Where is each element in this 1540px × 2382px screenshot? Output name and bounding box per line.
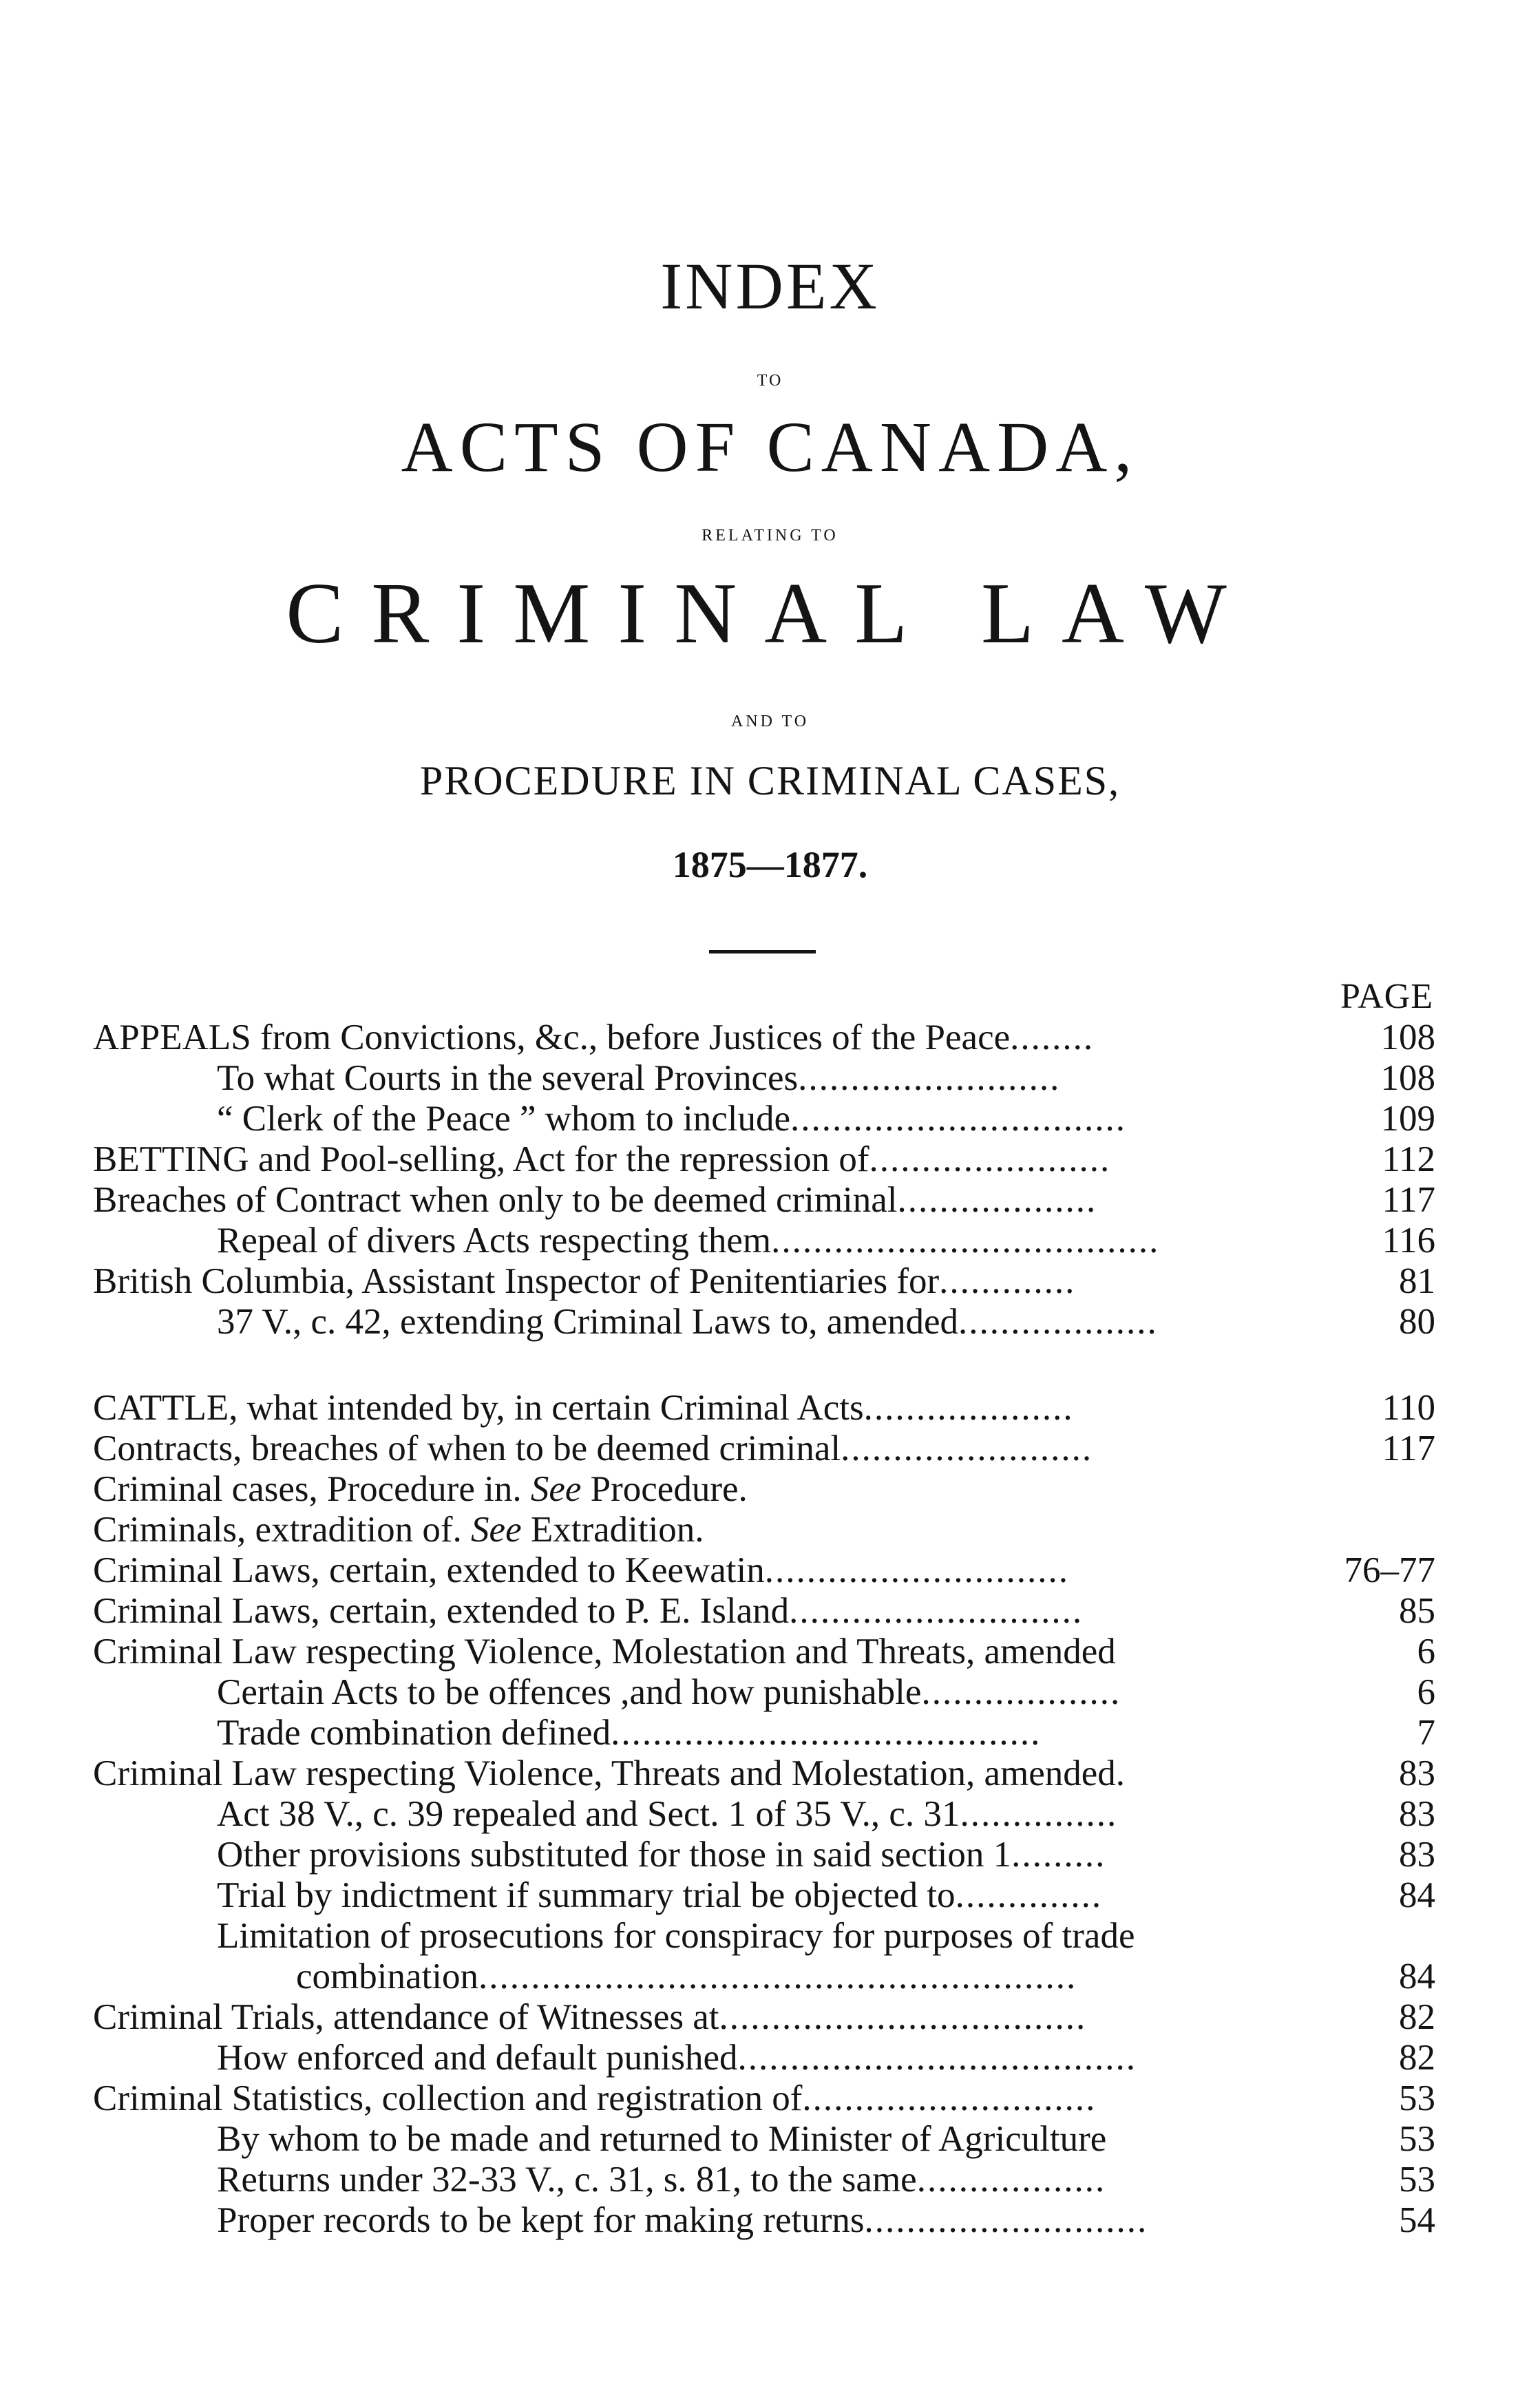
entry-text [93,1139,1110,1180]
index-entry [93,1957,1435,1997]
to-label: TO [757,372,783,390]
leader-dots: .................... [863,1388,1074,1428]
leader-dots: ................................... [719,1997,1087,2037]
entry-text [217,1713,1041,1753]
page-column-header: PAGE [1340,977,1433,1016]
entry-text [93,1591,1083,1632]
leader-dots: .................. [916,2160,1106,2200]
index-title: INDEX [660,249,880,323]
index-entry [93,1591,1435,1632]
entry-text [296,1957,1077,1997]
entry-label: “ Clerk of the Peace ” whom to include [217,1099,790,1139]
leader-dots: ......................................... [611,1713,1042,1753]
entry-text [217,2160,1106,2200]
page-number: 76–77 [1344,1550,1435,1590]
entry-text [217,1221,1159,1261]
entry-text [93,1261,1075,1302]
entry-label: Proper records to be kept for making returns [217,2200,865,2240]
entry-label: CATTLE, what intended by, in certain Criminal Acts [93,1388,864,1428]
index-entry [93,1753,1435,1794]
leader-dots: ............................ [789,1591,1084,1631]
page-number: 53 [1399,2078,1435,2118]
entry-label: combination [296,1957,478,1996]
index-entry [93,1139,1435,1180]
page-number: 53 [1399,2160,1435,2200]
page-number: 82 [1399,1997,1435,2037]
index-entry [93,1672,1435,1713]
leader-dots: ......................... [798,1058,1061,1098]
leader-dots: .............. [955,1875,1103,1915]
entry-label: 37 V., c. 42, extending Criminal Laws to, amended [217,1302,959,1342]
entry-text [217,1794,1117,1835]
entry-label: Repeal of divers Acts respecting them [217,1221,772,1261]
entry-text [217,1058,1060,1099]
index-entry [93,1058,1435,1099]
entry-text [217,1835,1106,1875]
index-entry [93,1835,1435,1875]
leader-dots: ................................ [790,1099,1126,1139]
page-number: 7 [1417,1713,1435,1753]
page-number: 117 [1382,1429,1435,1468]
index-entry [93,2160,1435,2200]
page-number: 108 [1380,1018,1435,1057]
criminal-law-heading: CRIMINAL LAW [286,566,1254,662]
entry-text [217,1672,1121,1713]
entry-label: Trade combination defined [217,1713,611,1753]
entry-text [93,1469,748,1510]
entry-text [93,1510,704,1550]
entry-label: Limitation of prosecutions for conspiracy for purposes of trade [217,1916,1135,1956]
index-entry [93,1429,1435,1469]
entry-label: BETTING and Pool-selling, Act for the repression of [93,1139,869,1179]
entry-label: Criminal Laws, certain, extended to P. E. Island [93,1591,790,1631]
entry-text [93,1429,1093,1469]
entry-label: Criminal Laws, certain, extended to Keewatin [93,1550,765,1590]
index-entry [93,1221,1435,1261]
entry-label: Criminal Trials, attendance of Witnesses at [93,1997,719,2037]
leader-dots: ........................ [841,1429,1093,1468]
leader-dots: ......................................................... [478,1957,1077,1996]
entry-label: Returns under 32-33 V., c. 31, s. 81, to the same [217,2160,917,2200]
index-entry [93,1388,1435,1429]
leader-dots: ......... [1011,1835,1106,1875]
entry-label: Criminal Law respecting Violence, Threats and Molestation, amended. [93,1753,1126,1793]
leader-dots: ....................... [869,1139,1111,1179]
index-entry [93,1018,1435,1058]
leader-dots: ............................. [764,1550,1069,1590]
index-entry [93,2038,1435,2078]
entry-text [93,2078,1096,2119]
page-number: 116 [1382,1221,1435,1261]
and-to-label: AND TO [730,713,810,730]
page-number: 110 [1382,1388,1435,1428]
index-entry [93,1180,1435,1221]
entry-label: Criminal Statistics, collection and registration of [93,2078,803,2118]
entry-text [93,1388,1074,1429]
leader-dots: ........................... [864,2200,1148,2240]
index-entry [93,1713,1435,1753]
index-entries [93,1018,1435,2241]
leader-dots: ............... [960,1794,1118,1834]
page-number: 81 [1399,1261,1435,1301]
index-entry [93,1875,1435,1916]
index-entry [93,2200,1435,2241]
see-target: Procedure. [590,1469,748,1509]
leader-dots: ............. [939,1261,1076,1301]
entry-label: Breaches of Contract when only to be deemed criminal [93,1180,898,1220]
page-number: 80 [1399,1302,1435,1342]
years-label: 1875—1877. [672,844,868,885]
index-entry [93,1997,1435,2038]
index-entry [93,1510,1435,1550]
index-entry [93,2078,1435,2119]
page-number: 83 [1399,1835,1435,1875]
see-reference: See [471,1510,522,1550]
page-number: 84 [1399,1957,1435,1996]
entry-text [217,1916,1135,1957]
entry-label: Other provisions substituted for those in said section 1 [217,1835,1012,1875]
leader-dots: ..................................... [771,1221,1160,1261]
entry-label: Certain Acts to be offences ,and how punishable [217,1672,922,1712]
index-entry [93,1550,1435,1591]
entry-text [93,1997,1086,2038]
leader-dots: ................... [958,1302,1158,1342]
index-entry [93,1469,1435,1510]
entry-label: Act 38 V., c. 39 repealed and Sect. 1 of 35 V., c. 31 [217,1794,960,1834]
index-entry [93,1302,1435,1342]
entry-label: Criminal cases, Procedure in. [93,1469,522,1509]
page-number: 54 [1399,2200,1435,2240]
see-reference: See [530,1469,582,1509]
page-number: 6 [1417,1632,1435,1672]
entry-text [217,1875,1102,1916]
index-entry [93,1261,1435,1302]
procedure-heading: PROCEDURE IN CRIMINAL CASES, [419,758,1121,803]
entry-label: Criminals, extradition of. [93,1510,462,1550]
leader-dots: ........ [1010,1018,1095,1057]
page-number: 83 [1399,1753,1435,1793]
leader-dots: ................... [921,1672,1121,1712]
divider-rule [709,950,816,953]
entry-label: APPEALS from Convictions, &c., before Justices of the Peace [93,1018,1011,1057]
page-number: 112 [1382,1139,1435,1179]
entry-text [217,1302,1158,1342]
leader-dots: ...................................... [737,2038,1137,2078]
see-target: Extradition. [530,1510,704,1550]
entry-label: Trial by indictment if summary trial be objected to [217,1875,956,1915]
index-entry [93,2119,1435,2160]
page-number: 84 [1399,1875,1435,1915]
index-entry [93,1916,1435,1957]
entry-label: To what Courts in the several Provinces [217,1058,799,1098]
index-entry [93,1632,1435,1672]
entry-label: Criminal Law respecting Violence, Molestation and Threats, amended [93,1632,1116,1672]
page-number: 85 [1399,1591,1435,1631]
index-entry [93,1099,1435,1139]
entry-label: How enforced and default punished [217,2038,738,2078]
page-number: 109 [1380,1099,1435,1139]
entry-label: By whom to be made and returned to Minister of Agriculture [217,2119,1107,2159]
entry-text [217,2119,1106,2160]
page-number: 117 [1382,1180,1435,1220]
entry-text [93,1753,1125,1794]
page-number: 108 [1380,1058,1435,1098]
entry-text [93,1550,1069,1591]
leader-dots: ............................ [802,2078,1097,2118]
page-number: 6 [1417,1672,1435,1712]
leader-dots: ................... [897,1180,1097,1220]
entry-label: British Columbia, Assistant Inspector of Penitentiaries for [93,1261,940,1301]
page-number: 83 [1399,1794,1435,1834]
page-number: 82 [1399,2038,1435,2078]
entry-text [217,2200,1148,2241]
entry-text [217,1099,1126,1139]
index-entry [93,1794,1435,1835]
relating-to-label: RELATING TO [702,527,838,545]
entry-text [93,1180,1097,1221]
entry-text [93,1018,1094,1058]
acts-of-canada-heading: ACTS OF CANADA, [401,408,1139,487]
entry-text [217,2038,1137,2078]
page-number: 53 [1399,2119,1435,2159]
entry-text [93,1632,1116,1672]
entry-label: Contracts, breaches of when to be deemed criminal [93,1429,841,1468]
